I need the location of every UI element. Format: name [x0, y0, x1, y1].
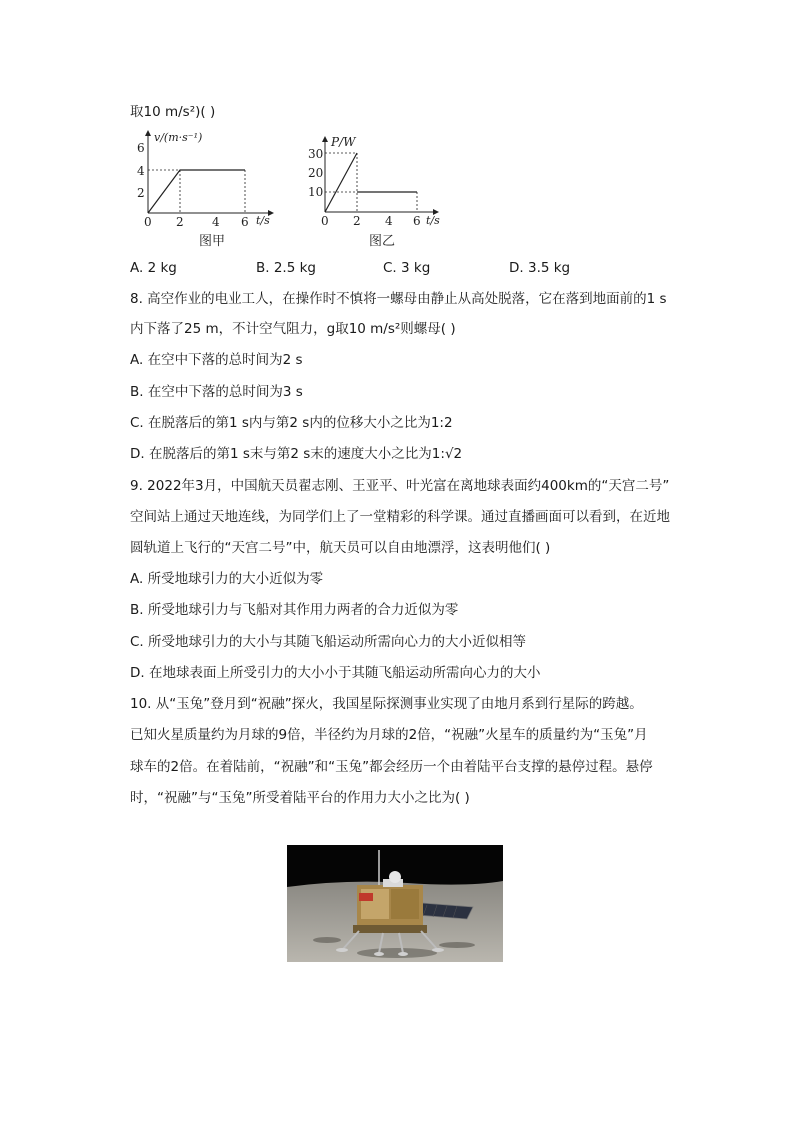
- graph-b-ytick: 20: [308, 166, 324, 180]
- q10-line-2: 已知火星质量约为月球的9倍，半径约为月球的2倍，“祝融”火星车的质量约为“玉兔”月: [130, 727, 648, 743]
- q8-line-2: 内下落了25 m，不计空气阻力，g取10 m/s²则螺母( ): [130, 321, 456, 337]
- graph-a-xlabel: t/s: [256, 214, 270, 227]
- q9-option-a: A. 所受地球引力的大小近似为零: [130, 571, 324, 587]
- graph-b-xlabel: t/s: [426, 214, 440, 227]
- lander-photo: [287, 845, 503, 962]
- q8-line-1: 8. 高空作业的电业工人，在操作时不慎将一螺母由静止从高处脱落，它在落到地面前的1 s: [130, 291, 667, 307]
- graph-b-ytick: 10: [308, 185, 324, 199]
- q7-stem-tail: 取10 m/s²)( ): [130, 104, 216, 120]
- graph-a-ytick: 2: [137, 186, 145, 200]
- q10-line-4: 时，“祝融”与“玉兔”所受着陆平台的作用力大小之比为( ): [130, 790, 470, 806]
- graph-a-xtick: 2: [176, 215, 184, 229]
- q9-option-b: B. 所受地球引力与飞船对其作用力两者的合力近似为零: [130, 602, 459, 618]
- graph-b-xtick: 4: [385, 214, 393, 228]
- graph-b-rise: [325, 153, 357, 212]
- q7-option-c: C. 3 kg: [383, 260, 431, 276]
- graph-b-xtick: 0: [321, 214, 329, 228]
- q9-line-2: 空间站上通过天地连线，为同学们上了一堂精彩的科学课。通过直播画面可以看到，在近地: [130, 509, 670, 525]
- q8-option-a: A. 在空中下落的总时间为2 s: [130, 352, 303, 368]
- q10-line-1: 10. 从“玉兔”登月到“祝融”探火，我国星际探测事业实现了由地月系到行星际的跨越。: [130, 696, 643, 712]
- graph-a-xtick: 0: [144, 215, 152, 229]
- graph-a-caption: 图甲: [199, 234, 226, 249]
- graph-b-xtick: 6: [413, 214, 421, 228]
- q9-option-d: D. 在地球表面上所受引力的大小小于其随飞船运动所需向心力的大小: [130, 665, 541, 681]
- graph-b: [303, 136, 453, 254]
- q9-option-c: C. 所受地球引力的大小与其随飞船运动所需向心力的大小近似相等: [130, 634, 527, 650]
- graph-b-xtick: 2: [353, 214, 361, 228]
- graph-b-ylabel: P/W: [331, 136, 356, 149]
- graph-a: [128, 128, 278, 253]
- graph-b-caption: 图乙: [369, 234, 396, 249]
- q9-line-3: 圆轨道上飞行的“天宫二号”中，航天员可以自由地漂浮，这表明他们( ): [130, 540, 551, 556]
- q7-option-d: D. 3.5 kg: [509, 260, 571, 276]
- q10-line-3: 球车的2倍。在着陆前，“祝融”和“玉兔”都会经历一个由着陆平台支撑的悬停过程。悬停: [130, 759, 653, 775]
- graph-a-xtick: 6: [241, 215, 249, 229]
- graph-a-ylabel: v/(m·s⁻¹): [154, 131, 203, 144]
- graph-a-ytick: 6: [137, 141, 145, 155]
- q7-option-b: B. 2.5 kg: [256, 260, 316, 276]
- graph-b-ytick: 30: [308, 147, 324, 161]
- graph-a-xtick: 4: [212, 215, 220, 229]
- q9-line-1: 9. 2022年3月，中国航天员翟志刚、王亚平、叶光富在离地球表面约400km的“天宫二号”: [130, 478, 670, 494]
- q7-option-a: A. 2 kg: [130, 260, 177, 276]
- q8-option-d: D. 在脱落后的第1 s末与第2 s末的速度大小之比为1:√2: [130, 446, 463, 462]
- graph-a-ytick: 4: [137, 164, 145, 178]
- q8-option-b: B. 在空中下落的总时间为3 s: [130, 384, 303, 400]
- graph-a-series: [148, 170, 245, 213]
- q8-option-c: C. 在脱落后的第1 s内与第2 s内的位移大小之比为1:2: [130, 415, 453, 431]
